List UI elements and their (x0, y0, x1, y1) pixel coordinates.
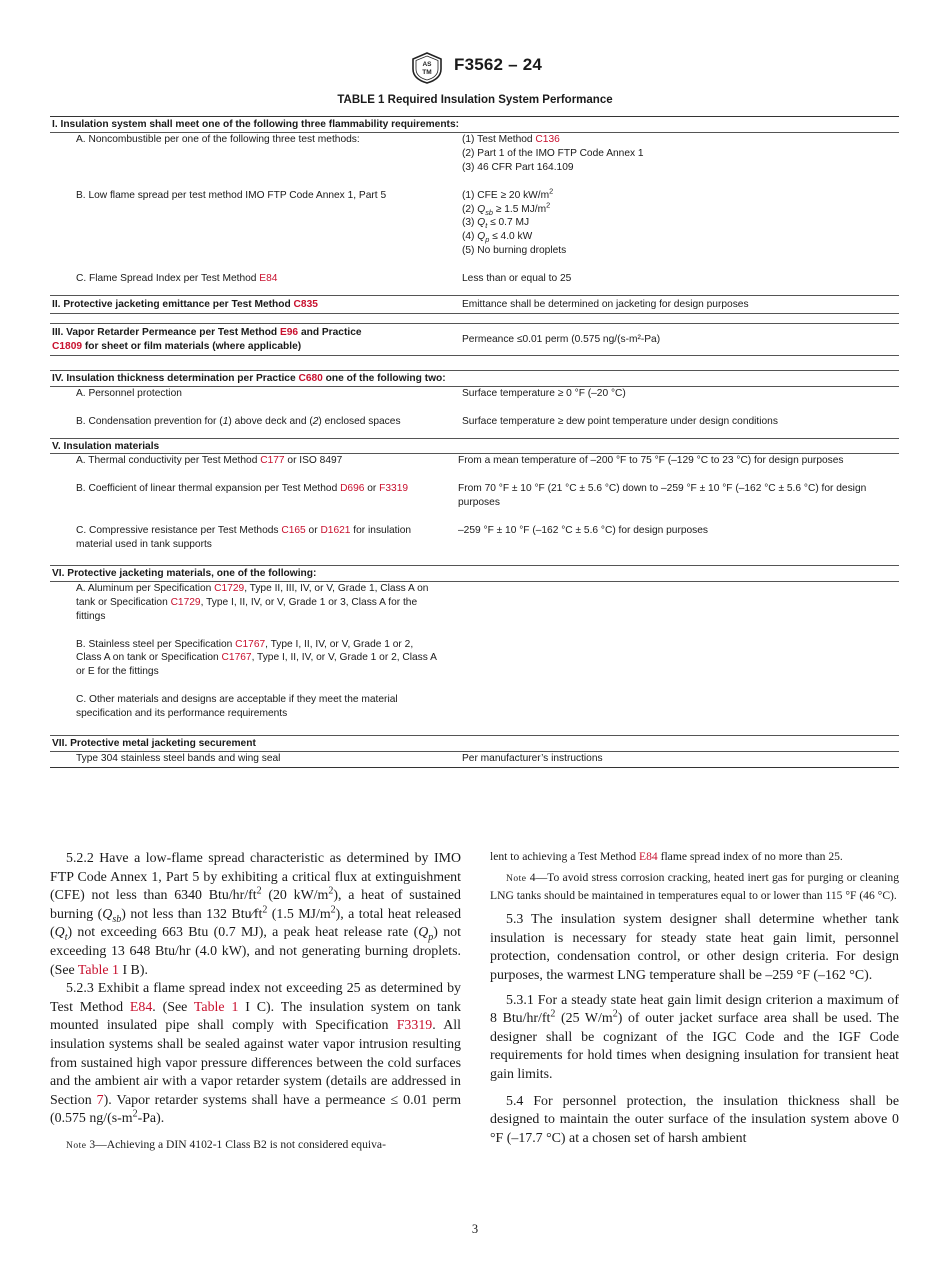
svg-text:AS: AS (422, 61, 432, 68)
table-row (50, 387, 899, 401)
table-row (50, 186, 899, 259)
standard-link[interactable]: D696 (340, 483, 365, 495)
document-id: F3562 – 24 (454, 55, 543, 74)
table-row (50, 638, 899, 680)
table-row (50, 133, 899, 175)
row-value: Surface temperature ≥ dew point temperature under design conditions (462, 415, 778, 427)
section-heading: III. Vapor Retarder Permeance per Test Method E96 and Practice C1809 for sheet or film materials (where applicable) Permeance ≤0.01 perm (0.575 ng/(s-m²-Pa) (50, 324, 899, 356)
row-value: (1) CFE ≥ 20 $kW/m^2$ (2) $Q_{sb} \ge 1.5$ $MJ/m^2$ (3) $Q_t \le 0.7$ MJ (4) $Q_p \le 4.0$ kW (5) No burning droplets (462, 186, 567, 257)
table-title: TABLE 1 Required Insulation System Performance (337, 94, 613, 106)
row-label: C. Flame Spread Index per Test Method E84 (76, 273, 278, 285)
standard-link[interactable]: C1767 (221, 652, 252, 664)
table-row (50, 582, 899, 624)
standard-link[interactable]: E84 (129, 999, 153, 1015)
row-label: A. Aluminum per Specification C1729, Type II, III, IV, or V, Grade 1, Class A on tank or Specification C1729, Type I, II, IV, or V, Grade 1 or 3, Class A for the fittings (76, 582, 429, 622)
standard-link[interactable]: C680 (298, 372, 323, 384)
table-row (50, 272, 899, 286)
row-label: B. Stainless steel per Specification C1767, Type I, II, IV, or V, Grade 1 or 2, Class A on tank or Specification C1767, Type I, II, IV, or V, Grade 1 or 2, Class A or E for the fittings (76, 638, 437, 678)
paragraph-5-3: 5.3 The insulation system designer shall determine whether tank insulation is necessary for steady state heat gain limit, personnel protection, condensation control, or other design criteria. For design purposes, the warmest LNG temperature shall be –259 °F (–162 °C). (490, 912, 899, 983)
row-value: From a mean temperature of –200 °F to 75 °F (–129 °C to 23 °C) for design purposes (458, 455, 844, 467)
row-label: A. Personnel protection (76, 387, 182, 399)
paragraph-5-3-1: 5.3.1 For a steady state heat gain limit design criterion a maximum of 8 Btu/$hr/ft^2$ (25 $W/m^2$) of outer jacket surface area shall be used. The designer shall be cognizant of the IGC Code and the IGF Code requirements for hold times when designing insulation for transient heat gain limits. (490, 992, 899, 1082)
table-row (50, 415, 899, 429)
paragraph-5-4: 5.4 For personnel protection, the insulation thickness shall be designed to maintain the outer surface of the insulation system above 0 °F (–17.7 °C) at a chosen set of harsh ambient (490, 1093, 899, 1146)
table-row (50, 454, 899, 468)
row-label: C. Compressive resistance per Test Methods C165 or D1621 for insulation material used in tank supports (76, 525, 412, 551)
astm-logo-icon (410, 52, 444, 84)
row-label: A. Thermal conductivity per Test Method C177 or ISO 8497 (76, 455, 343, 467)
table-row (50, 524, 899, 552)
section-heading: VI. Protective jacketing materials, one of the following: (50, 566, 899, 582)
note-4: Note 4—To avoid stress corrosion cracking, heated inert gas for purging or cleaning LNG tanks should be maintained in temperatures equal to or lower than 115 °F (46 °C). (490, 871, 899, 902)
table-link[interactable]: Table 1 (77, 962, 119, 978)
row-label: B. Coefficient of linear thermal expansion per Test Method D696 or F3319 (76, 483, 409, 495)
standard-link[interactable]: C177 (260, 455, 285, 467)
table-section-vii (50, 735, 899, 767)
table-link[interactable]: Table 1 (193, 999, 239, 1015)
standard-link[interactable]: F3319 (379, 483, 409, 495)
text-column-left (50, 850, 461, 1154)
paragraph-5-2-2: 5.2.2 Have a low-flame spread characteristic as determined by IMO FTP Code Annex 1, Part 5 by exhibiting a critical flux at extinguishment (CFE) not less than 6340 Btu/$hr/ft^2$ (20 $kW/m^2$), a heat of sustained burning $(Q_{sb})$ not less than 132 $Btu⁄ft^2$ (1.5 $MJ/m^2$), a total heat released $(Q_t)$ not exceeding 663 Btu (0.7 MJ), a peak heat release rate $(Q_p)$ not exceeding 13 648 Btu/hr (4.0 kW), and not generating burning droplets. (See Table 1 I B). (50, 851, 462, 978)
row-label: B. Low flame spread per test method IMO FTP Code Annex 1, Part 5 (76, 189, 387, 201)
standard-link[interactable]: F3319 (396, 1018, 433, 1034)
table-section-i (50, 117, 899, 287)
standard-link[interactable]: C1767 (235, 638, 266, 650)
section-heading: I. Insulation system shall meet one of the following three flammability requirements: (50, 117, 899, 133)
paragraph-5-2-3: 5.2.3 Exhibit a flame spread index not exceeding 25 as determined by Test Method E84. (See Table 1 I C). The insulation system on tank mounted insulated pipe shall comply with Specification F3319. All insulation systems shall be sealed against water vapor intrusion resulting from sustained high vapor pressure differences between the cold surfaces and the ambient air with a vapor retarder system (details are addressed in Section 7). Vapor retarder systems shall have a permeance ≤ 0.01 perm (0.575 $ng/(s-m^2-Pa)$. (50, 981, 461, 1127)
table-section-ii (50, 295, 899, 314)
section-link[interactable]: 7 (96, 1092, 104, 1108)
row-value: –259 °F ± 10 °F (–162 °C ± 5.6 °C) for design purposes (458, 525, 709, 537)
page-header (0, 52, 950, 86)
page-number: 3 (471, 1222, 479, 1236)
standard-link[interactable]: C1809 (52, 340, 83, 352)
note-3: Note 3—Achieving a DIN 4102-1 Class B2 is not considered equiva- (66, 1137, 386, 1151)
table-section-iv (50, 370, 899, 430)
table-section-iii (50, 323, 899, 356)
row-value: Permeance ≤0.01 perm (0.575 ng/(s-m²-Pa) (462, 333, 661, 345)
standard-link[interactable]: E84 (259, 273, 278, 285)
row-value: (1) Test Method C136 (2) Part 1 of the IMO FTP Code Annex 1 (3) 46 CFR Part 164.109 (462, 133, 644, 173)
row-value: Less than or equal to 25 (462, 273, 572, 285)
row-label: Type 304 stainless steel bands and wing seal (76, 753, 281, 764)
table-row (50, 693, 899, 721)
row-value: Surface temperature ≥ 0 °F (–20 °C) (462, 387, 626, 399)
table-row (50, 752, 899, 766)
standard-link[interactable]: E96 (279, 326, 299, 338)
note-3-continued: lent to achieving a Test Method E84 flame spread index of no more than 25. (490, 850, 843, 863)
row-label: A. Noncombustible per one of the following three test methods: (76, 133, 360, 145)
text-column-right (490, 849, 899, 1148)
section-heading: V. Insulation materials (50, 439, 899, 455)
table-section-vi (50, 565, 899, 722)
performance-table (50, 116, 899, 768)
row-value: Per manufacturer’s instructions (462, 753, 603, 764)
row-label: C. Other materials and designs are acceptable if they meet the material specification and its performance requirements (76, 694, 398, 720)
standard-link[interactable]: E84 (639, 850, 658, 863)
svg-text:TM: TM (422, 69, 432, 76)
standard-link[interactable]: C136 (535, 133, 560, 145)
row-value: Emittance shall be determined on jacketing for design purposes (462, 299, 749, 311)
standard-link[interactable]: C1729 (170, 596, 201, 608)
section-heading: II. Protective jacketing emittance per Test Method C835 Emittance shall be determined on jacketing for design purposes (50, 296, 899, 314)
row-label: B. Condensation prevention for (1) above deck and (2) enclosed spaces (76, 415, 401, 427)
section-heading: IV. Insulation thickness determination per Practice C680 one of the following two: (50, 371, 899, 387)
table-row (50, 482, 899, 510)
row-value: From 70 °F ± 10 °F (21 °C ± 5.6 °C) down to –259 °F ± 10 °F (–162 °C ± 5.6 °C) for design purposes (458, 483, 867, 509)
section-heading: VII. Protective metal jacketing securement (50, 736, 899, 752)
standard-link[interactable]: D1621 (320, 525, 351, 537)
standard-link[interactable]: C1729 (214, 582, 245, 594)
table-section-v (50, 438, 899, 553)
standard-link[interactable]: C165 (281, 525, 306, 537)
standard-link[interactable]: C835 (293, 299, 318, 311)
